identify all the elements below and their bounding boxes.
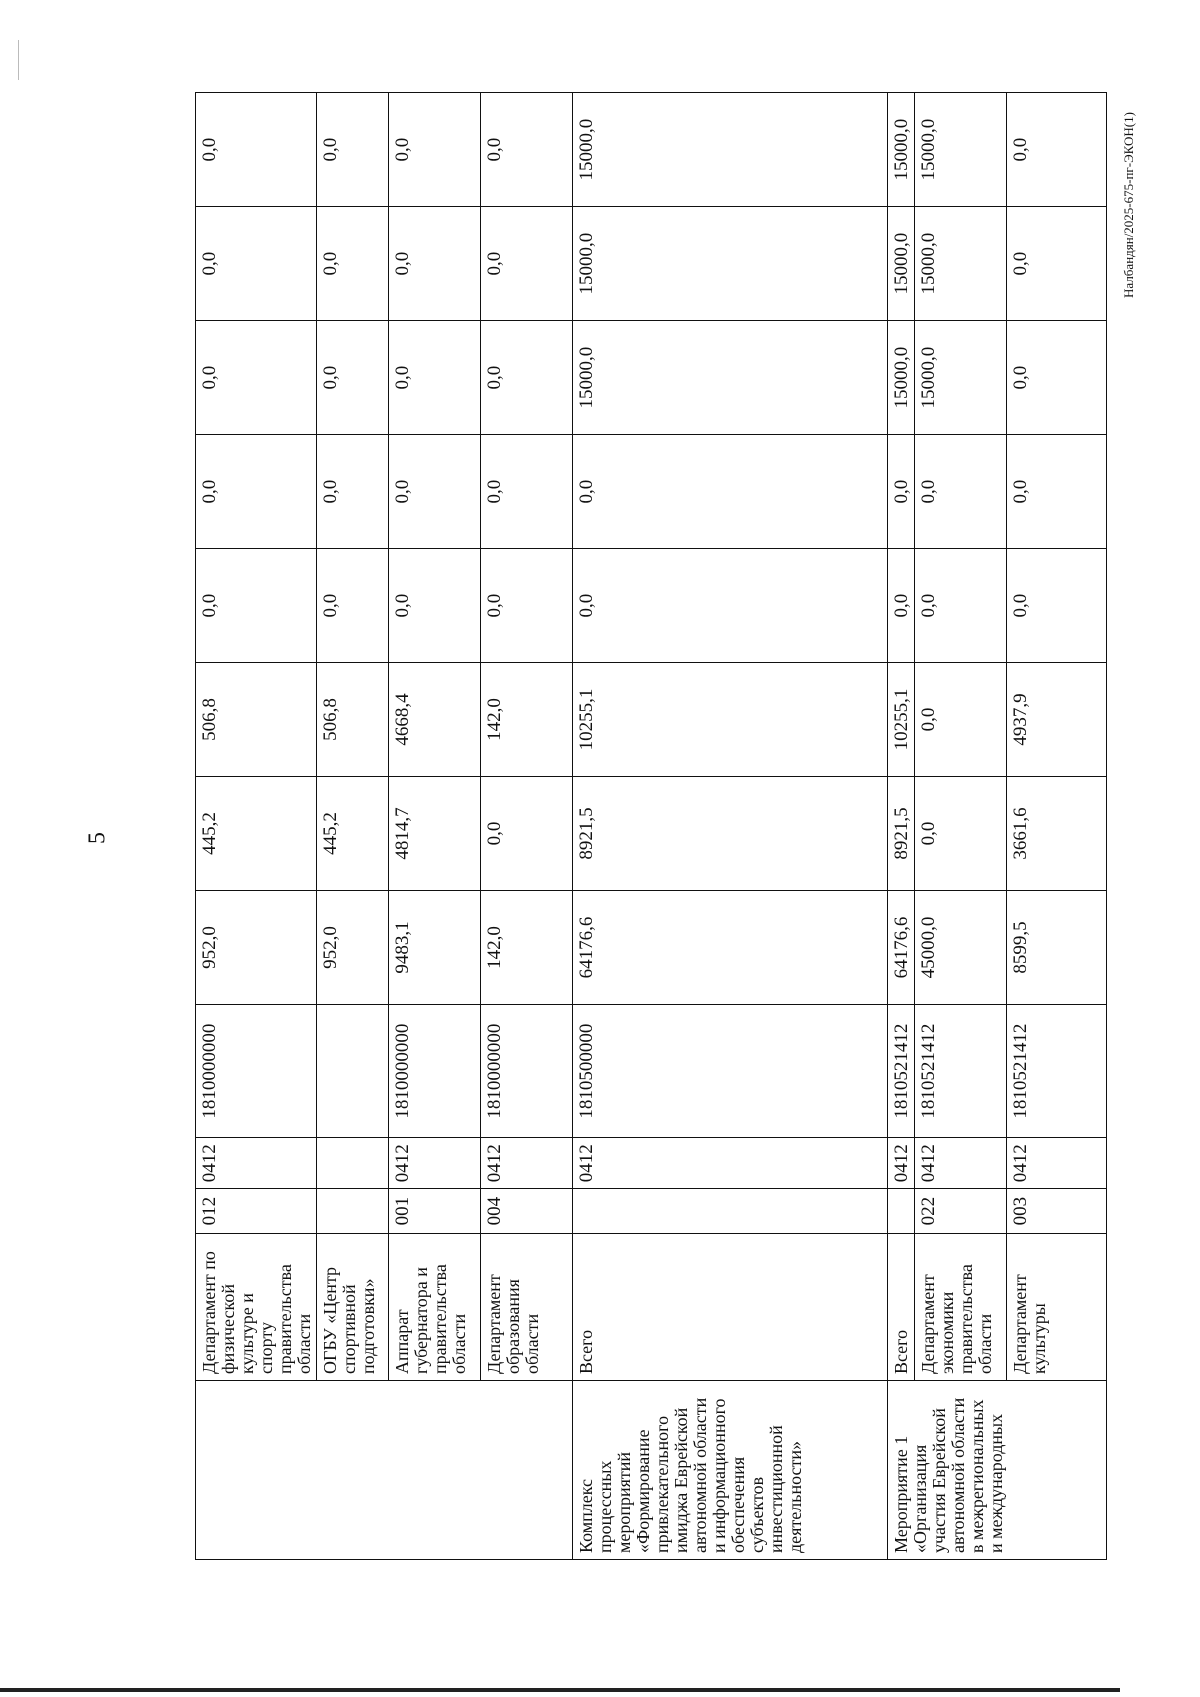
value-cell: 0,0 — [481, 435, 573, 549]
value-cell: 8921,5 — [573, 777, 888, 891]
table-row — [481, 93, 573, 1560]
value-cell: 0,0 — [915, 435, 1007, 549]
csr-cell: 1810521412 — [915, 1005, 1007, 1138]
value-cell: 142,0 — [481, 663, 573, 777]
value-cell: 0,0 — [1007, 93, 1107, 207]
value-cell: 4937,9 — [1007, 663, 1107, 777]
value-cell: 445,2 — [317, 777, 389, 891]
value-cell: 8599,5 — [1007, 891, 1107, 1005]
value-cell: 0,0 — [317, 207, 389, 321]
csr-cell: 1810521412 — [1007, 1005, 1107, 1138]
rzpr-cell: 0412 — [389, 1138, 481, 1189]
rzpr-cell: 0412 — [196, 1138, 317, 1189]
csr-cell: 1810500000 — [573, 1005, 888, 1138]
value-cell: 0,0 — [196, 549, 317, 663]
table-row — [317, 93, 389, 1560]
value-cell: 4814,7 — [389, 777, 481, 891]
value-cell: 0,0 — [389, 435, 481, 549]
table-body — [196, 93, 1107, 1560]
document-reference: Налбандян/2025-675-пг-ЭКОН(1) — [1121, 112, 1136, 298]
value-cell: 0,0 — [317, 93, 389, 207]
value-cell: 0,0 — [317, 435, 389, 549]
executor-cell: Департамент образования области — [481, 1234, 573, 1381]
value-cell: 0,0 — [389, 321, 481, 435]
value-cell: 445,2 — [196, 777, 317, 891]
table-row — [573, 93, 888, 1560]
executor-cell: Всего — [573, 1234, 888, 1381]
csr-cell: 1810000000 — [196, 1005, 317, 1138]
rzpr-cell: 0412 — [1007, 1138, 1107, 1189]
value-cell: 0,0 — [481, 207, 573, 321]
value-cell: 10255,1 — [573, 663, 888, 777]
grbs-cell — [573, 1189, 888, 1234]
value-cell: 0,0 — [196, 207, 317, 321]
csr-cell: 1810521412 — [888, 1005, 915, 1138]
value-cell: 0,0 — [196, 321, 317, 435]
value-cell: 0,0 — [317, 549, 389, 663]
value-cell: 4668,4 — [389, 663, 481, 777]
value-cell: 0,0 — [573, 435, 888, 549]
rzpr-cell: 0412 — [888, 1138, 915, 1189]
table-row — [1007, 93, 1107, 1560]
program-cell: Комплекс процессных мероприятий «Формирование привлекательного имиджа Еврейской автономной области и информационного обеспечения субъектов инвестиционной деятельности» — [573, 1381, 888, 1560]
value-cell: 15000,0 — [573, 93, 888, 207]
value-cell: 0,0 — [481, 93, 573, 207]
value-cell: 0,0 — [481, 777, 573, 891]
budget-table — [195, 92, 1107, 1560]
scan-artifact-bottom — [0, 1688, 1120, 1692]
executor-cell: Всего — [888, 1234, 915, 1381]
value-cell: 0,0 — [1007, 549, 1107, 663]
value-cell: 15000,0 — [573, 321, 888, 435]
executor-cell: Аппарат губернатора и правительства области — [389, 1234, 481, 1381]
table-row — [915, 93, 1007, 1560]
table-row — [389, 93, 481, 1560]
scan-artifact — [18, 40, 19, 80]
csr-cell: 1810000000 — [481, 1005, 573, 1138]
value-cell: 15000,0 — [915, 93, 1007, 207]
value-cell: 0,0 — [915, 663, 1007, 777]
value-cell: 45000,0 — [915, 891, 1007, 1005]
rzpr-cell: 0412 — [915, 1138, 1007, 1189]
value-cell: 3661,6 — [1007, 777, 1107, 891]
value-cell: 0,0 — [481, 321, 573, 435]
value-cell: 15000,0 — [888, 321, 915, 435]
grbs-cell — [888, 1189, 915, 1234]
grbs-cell: 012 — [196, 1189, 317, 1234]
value-cell: 0,0 — [389, 207, 481, 321]
grbs-cell: 022 — [915, 1189, 1007, 1234]
value-cell: 0,0 — [389, 93, 481, 207]
value-cell: 0,0 — [1007, 207, 1107, 321]
value-cell: 0,0 — [1007, 435, 1107, 549]
value-cell: 8921,5 — [888, 777, 915, 891]
grbs-cell: 004 — [481, 1189, 573, 1234]
executor-cell: Департамент экономики правительства области — [915, 1234, 1007, 1381]
value-cell: 10255,1 — [888, 663, 915, 777]
value-cell: 15000,0 — [888, 93, 915, 207]
value-cell: 952,0 — [317, 891, 389, 1005]
grbs-cell: 001 — [389, 1189, 481, 1234]
csr-cell: 1810000000 — [389, 1005, 481, 1138]
page-number: 5 — [84, 832, 111, 844]
rzpr-cell — [317, 1138, 389, 1189]
value-cell: 15000,0 — [888, 207, 915, 321]
executor-cell: ОГБУ «Центр спортивной подготовки» — [317, 1234, 389, 1381]
value-cell: 0,0 — [915, 777, 1007, 891]
grbs-cell — [317, 1189, 389, 1234]
value-cell: 506,8 — [196, 663, 317, 777]
value-cell: 952,0 — [196, 891, 317, 1005]
value-cell: 9483,1 — [389, 891, 481, 1005]
value-cell: 506,8 — [317, 663, 389, 777]
value-cell: 0,0 — [573, 549, 888, 663]
value-cell: 15000,0 — [573, 207, 888, 321]
value-cell: 0,0 — [196, 435, 317, 549]
value-cell: 0,0 — [317, 321, 389, 435]
value-cell: 0,0 — [888, 549, 915, 663]
table-row — [196, 93, 317, 1560]
table-row — [888, 93, 915, 1560]
value-cell: 0,0 — [389, 549, 481, 663]
value-cell: 0,0 — [1007, 321, 1107, 435]
rotated-table-wrapper — [195, 92, 1085, 1560]
value-cell: 0,0 — [888, 435, 915, 549]
value-cell: 15000,0 — [915, 321, 1007, 435]
rzpr-cell: 0412 — [573, 1138, 888, 1189]
rzpr-cell: 0412 — [481, 1138, 573, 1189]
value-cell: 64176,6 — [888, 891, 915, 1005]
value-cell: 142,0 — [481, 891, 573, 1005]
csr-cell — [317, 1005, 389, 1138]
program-cell: Мероприятие 1 «Организация участия Еврейской автономной области в межрегиональных и международных — [888, 1381, 1107, 1560]
executor-cell: Департамент по физической культуре и спорту правительства области — [196, 1234, 317, 1381]
grbs-cell: 003 — [1007, 1189, 1107, 1234]
value-cell: 0,0 — [481, 549, 573, 663]
program-cell — [196, 1381, 573, 1560]
value-cell: 0,0 — [196, 93, 317, 207]
value-cell: 64176,6 — [573, 891, 888, 1005]
value-cell: 0,0 — [915, 549, 1007, 663]
executor-cell: Департамент культуры — [1007, 1234, 1107, 1381]
value-cell: 15000,0 — [915, 207, 1007, 321]
